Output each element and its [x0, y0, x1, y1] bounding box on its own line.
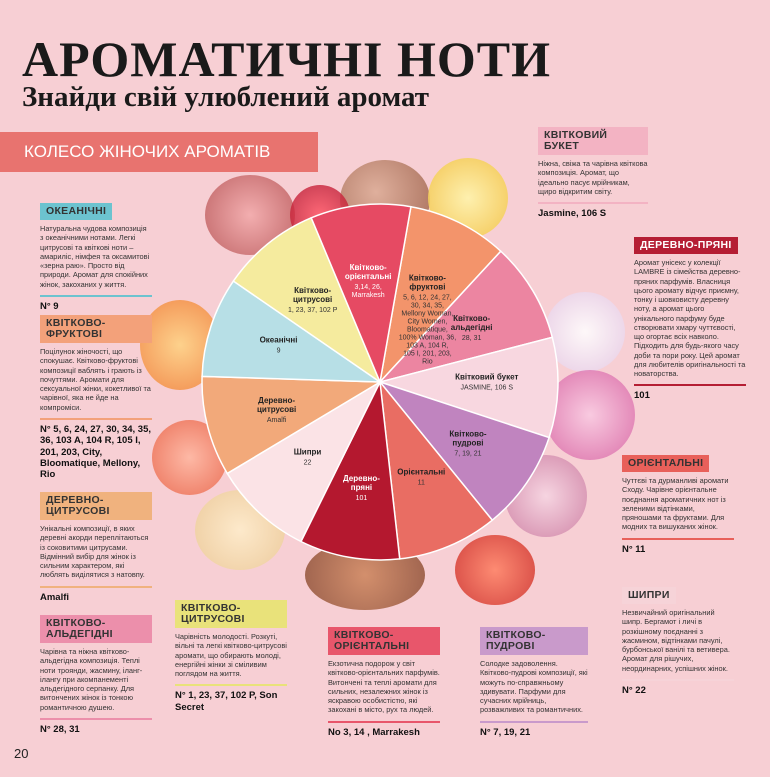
wheel-segment-numbers: 7, 19, 21 [454, 450, 482, 458]
divider [40, 586, 152, 588]
box-floral-bouquet-title: КВІТКОВИЙ БУКЕТ [538, 127, 648, 155]
wheel-segment-label: Квітково-цитрусові [293, 286, 333, 305]
box-chypre-desc: Незвичайний оригінальний шипр. Бергамот і личі в розкішному поєднанні з жасмином, відтінками пачулі, бурбонської ванілі та ветивера. Аромат для рішучих, неординарних, успішних жінок. [622, 608, 730, 673]
box-floral-bouquet-desc: Ніжна, свіжа та чарівна квіткова композиція. Аромат, що ідеально пасує мрійникам, щиро відкритим світу. [538, 159, 648, 196]
box-oriental [622, 455, 734, 555]
box-floral-fruity-title: КВІТКОВО-ФРУКТОВІ [40, 315, 152, 343]
wheel-segment-numbers: 22 [303, 459, 312, 467]
wheel-segment-numbers: 9 [276, 347, 281, 355]
page-title: АРОМАТИЧНІ НОТИ [22, 31, 551, 87]
box-floral-bouquet [538, 127, 648, 219]
box-floral-bouquet-nums: Jasmine, 106 S [538, 208, 607, 220]
wheel-segment-numbers: 3,14, 26, Marrakesh [351, 283, 385, 299]
box-chypre [622, 587, 734, 696]
box-floral-citrus-desc: Чарівність молодості. Розкуті, вільні та легкі квітково-цитрусові аромати, що обирають молоді, енергійні жінки зі сміливим поглядом на життя. [175, 632, 287, 679]
wheel-segment-numbers: Amalfi [266, 416, 287, 424]
divider [40, 418, 152, 420]
wheel-segment-label: Шипри [293, 447, 322, 457]
box-floral-powdery [480, 627, 588, 738]
wheel-segment-label: Океанічні [259, 335, 298, 345]
box-woody-citrus-desc: Унікальні композиції, в яких деревні акорди переплітаються із соковитими цитрусами. Відмінний вибір для жінок із сильним характером, які люблять виділятися з натовпу. [40, 524, 149, 580]
box-floral-citrus-title: КВІТКОВО-ЦИТРУСОВІ [175, 600, 287, 628]
box-oceanic-nums: N° 9 [40, 300, 59, 312]
box-floral-powdery-nums: N° 7, 19, 21 [480, 726, 531, 738]
section-banner: КОЛЕСО ЖІНОЧИХ АРОМАТІВ [0, 132, 318, 172]
box-floral-powdery-title: КВІТКОВО-ПУДРОВІ [480, 627, 588, 655]
divider [40, 718, 152, 720]
divider [40, 295, 152, 297]
wheel-segment-label: Квітково-альдегідні [450, 314, 493, 333]
box-woody-citrus-nums: Amalfi [40, 591, 70, 603]
wheel-segment-label: Деревно-цитрусові [256, 395, 297, 414]
box-oriental-title: ОРІЄНТАЛЬНІ [622, 455, 709, 472]
box-floral-fruity [40, 315, 152, 481]
fragrance-wheel [180, 182, 580, 582]
box-floral-aldehyde-desc: Чарівна та ніжна квітково-альдегідна композиція. Теплі ноти троянди, жасмину, іланг-ілангу при акомпанементі альдегідного серпанку. Для витончених жінок із тонкою романтичною душею. [40, 647, 143, 712]
box-woody-citrus [40, 492, 152, 603]
box-floral-citrus [175, 600, 287, 713]
box-woody-spicy-title: ДЕРЕВНО-ПРЯНІ [634, 237, 738, 254]
box-floral-oriental [328, 627, 440, 738]
wheel-segment-label: Квітковий букет [455, 372, 519, 382]
box-woody-spicy-nums: 101 [634, 390, 650, 402]
box-oceanic-title: ОКЕАНІЧНІ [40, 203, 112, 220]
box-oceanic [40, 203, 152, 312]
box-floral-fruity-desc: Поцілунок жіночості, що спокушає. Квітково-фруктові композиції ваблять і грають із почуттями. Аромати для сексуальної жінки, кокетливої та чарівної, яка не йде на компроміси. [40, 347, 151, 412]
box-chypre-nums: N° 22 [622, 684, 646, 696]
box-floral-powdery-desc: Солодке задоволення. Квітково-пудрові композиції, які можуть по-справжньому здивувати. Парфуми для сучасних мрійниць, розважливих та романтичних. [480, 659, 588, 715]
divider [622, 679, 734, 681]
divider [480, 721, 588, 723]
box-floral-oriental-nums: No 3, 14 , Marrakesh [328, 726, 420, 738]
box-woody-spicy [634, 237, 746, 402]
page-subtitle: Знайди свій улюблений аромат [22, 81, 430, 113]
box-woody-citrus-title: ДЕРЕВНО-ЦИТРУСОВІ [40, 492, 152, 520]
box-chypre-title: ШИПРИ [622, 587, 676, 604]
wheel-segment-label: Квітково-орієнтальні [344, 262, 392, 281]
box-floral-oriental-desc: Екзотична подорож у світ квітково-орієнтальних парфумів. Витончені та теплі аромати для сильних, незалежних жінок із яскравою особистістю, які закохані в місто, рух та людей. [328, 659, 440, 715]
wheel-segment-numbers: 1, 23, 37, 102 P [287, 307, 338, 315]
wheel-segment-label: Квітково-пудрові [449, 429, 487, 448]
divider [175, 684, 287, 686]
wheel-segment-numbers: 28, 31 [461, 335, 482, 343]
divider [538, 202, 648, 204]
box-floral-fruity-nums: N° 5, 6, 24, 27, 30, 34, 35, 36, 103 A, 104 R, 105 I, 201, 203, City, Bloomatique, Mellony, Rio [40, 423, 152, 481]
box-woody-spicy-desc: Аромат унісекс у колекції LAMBRE із сімейства деревно-пряних парфумів. Власниця цього аромату відчує приємну, тонку і шовковисту деревну ноту, а аромат цього унікального парфуму буде створювати хмару чуттєвості, що огортає всіх навколо. Підходить для будь-якого часу доби та пори року. Цей аромат для любителів оригінальності та новаторства. [634, 258, 746, 379]
divider [634, 384, 746, 386]
box-oceanic-desc: Натуральна чудова композиція з океанічними нотами. Легкі цитрусові та квіткові ноти – амариліс, німфея та оксамитові «зерна раю». Просто від природи. Аромат для спокійних жінок, закоханих у життя. [40, 224, 150, 289]
box-floral-aldehyde [40, 615, 152, 735]
wheel-segment-label: Орієнтальні [397, 467, 446, 477]
page-number: 20 [14, 746, 29, 761]
box-oriental-nums: N° 11 [622, 543, 646, 555]
wheel-segment-numbers: 11 [417, 479, 425, 487]
box-oriental-desc: Чуттєві та дурманливі аромати Сходу. Чарівне орієнтальне поєднання ароматичних нот із зеленими відтінками, пряношами та фруктами. Для модних та вишуканих жінок. [622, 476, 729, 532]
divider [328, 721, 440, 723]
wheel-segment-label: Квітково-фруктові [408, 273, 446, 292]
box-floral-aldehyde-title: КВІТКОВО-АЛЬДЕГІДНІ [40, 615, 152, 643]
wheel-segment-numbers: JASMINE, 106 S [460, 384, 514, 392]
box-floral-oriental-title: КВІТКОВО-ОРІЄНТАЛЬНІ [328, 627, 440, 655]
box-floral-citrus-nums: N° 1, 23, 37, 102 P, Son Secret [175, 690, 278, 713]
wheel-segment-numbers: 5, 6, 12, 24, 27, 30, 34, 35, Mellony Woman, City Women, Bloomatique, 100% Woman, 36, 103 A, 104 R, 105 I, 201, 203, Rio [398, 294, 457, 366]
divider [622, 538, 734, 540]
box-floral-aldehyde-nums: N° 28, 31 [40, 723, 80, 735]
wheel-segment-label: Деревно-пряні [343, 474, 380, 493]
wheel-segment-numbers: 101 [355, 495, 368, 503]
